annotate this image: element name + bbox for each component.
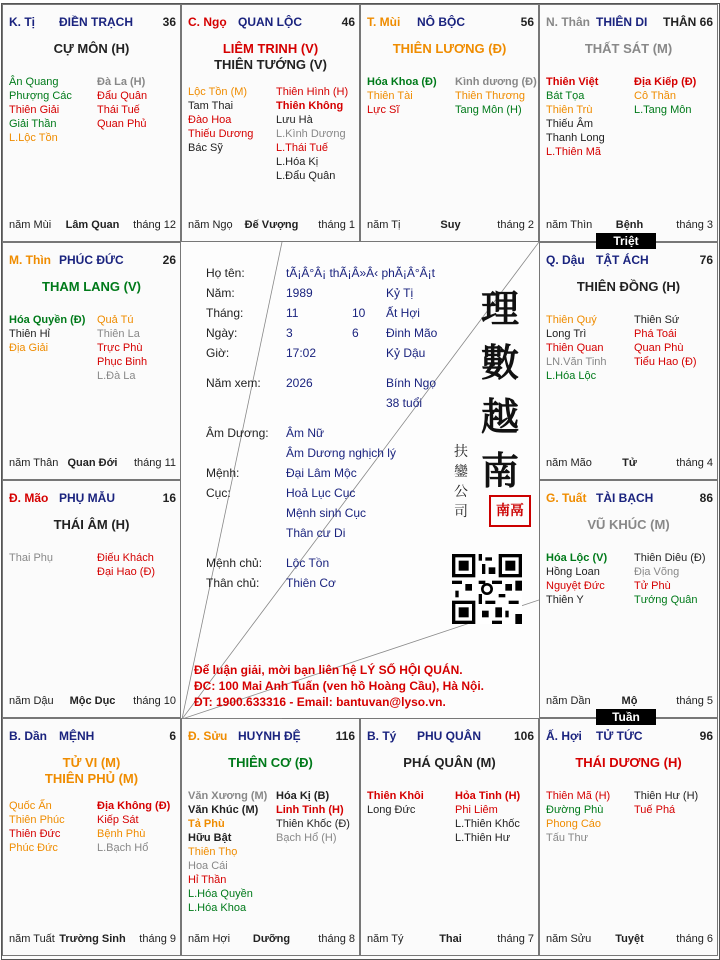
palace-branch: B. Dần [9,729,48,743]
minor-star: Đào Hoa [188,114,232,126]
minor-star: Bệnh Phù [97,828,146,840]
contact-phone-email[interactable]: ĐT: 1900.633316 - Email: bantuvan@lyso.vn. [194,695,446,709]
calli-char-3: 越 [480,394,519,439]
palace-footer [9,219,176,233]
minor-star: Bạch Hổ (H) [276,832,337,844]
minor-star: Quan Phủ [97,118,147,130]
minor-star: Thiên Trù [546,104,593,116]
major-stars [3,517,180,533]
palace-number: 36 [162,15,176,29]
minor-star: Thiên Y [546,594,584,606]
palace-footer [367,933,534,947]
minor-star: Đẩu Quân [97,90,148,102]
major-stars [540,279,717,295]
minor-star: Thiên Tài [367,90,413,102]
major-star: LIÊM TRINH (V) [222,41,319,56]
minor-star: Địa Kiếp (Đ) [634,76,697,88]
brand-small-calligraphy [450,442,472,522]
contact-block [194,662,484,710]
small-char-2: 鑾 [454,464,468,480]
minor-star: L.Thiên Khốc [455,818,520,830]
minor-star: Hồng Loan [546,566,600,578]
age-value: 38 tuổi [386,396,423,410]
small-char-3: 公 [454,484,468,500]
palace-footer [9,457,176,471]
minor-star: Thiên Không [276,100,344,112]
palace-header [546,491,713,505]
minor-star: L.Bạch Hổ [97,842,149,854]
palace-branch: M. Thìn [9,253,51,267]
palace-month: tháng 9 [139,933,176,945]
palace-header [9,253,176,267]
major-star: THIÊN PHỦ (M) [44,771,139,786]
major-star: THÁI ÂM (H) [53,517,130,532]
palace-month: tháng 11 [133,457,176,469]
minor-star: Linh Tinh (H) [276,804,344,816]
year-label: Năm: [206,286,235,300]
hour-label: Giờ: [206,346,230,360]
triet-tag: Triệt [596,233,656,249]
palace-number: 46 [341,15,355,29]
palace-dau[interactable] [539,242,718,480]
palace-header [9,491,176,505]
palace-name: ĐIỀN TRẠCH [59,15,133,29]
palace-stage: Mộ [621,695,638,707]
palace-number: 96 [699,729,713,743]
minor-star: Thiên Mã (H) [546,790,611,802]
minor-star: L.Thiên Hư [455,832,511,844]
menh-value: Đại Lâm Mộc [286,466,357,480]
palace-footer [546,933,713,947]
minor-star: Long Đức [367,804,416,816]
palace-stage: Lâm Quan [65,219,120,231]
palace-hoi[interactable] [539,718,718,956]
palace-branch: B. Tý [367,729,397,743]
minor-star: L.Đà La [97,370,136,382]
minor-star: Phượng Các [9,90,72,102]
minor-star: L.Tang Môn [634,104,692,116]
minor-star: Hữu Bật [188,832,232,844]
palace-header [367,15,534,29]
day-can: Đinh Mão [386,326,438,340]
palace-footer [367,219,534,233]
minor-star: Điếu Khách [97,552,154,564]
palace-stage: Suy [440,219,461,231]
month-label: Tháng: [206,306,244,320]
minor-star: Lực Sĩ [367,104,400,116]
major-star: THIÊN TƯỚNG (V) [214,57,327,72]
minor-star: L.Hóa Lộc [546,370,597,382]
hour-value: 17:02 [286,346,317,360]
minor-star: Thiên Đức [9,828,61,840]
palace-month: tháng 4 [676,457,713,469]
minor-star: Giải Thần [9,118,57,130]
palace-year: năm Tuất [9,933,55,945]
minor-star: Tử Phù [634,580,671,592]
major-star: VŨ KHÚC (M) [587,517,670,532]
palace-number: 6 [169,729,176,743]
palace-month: tháng 8 [318,933,355,945]
palace-year: năm Hợi [188,933,231,945]
minor-star: L.Thiên Mã [546,146,602,158]
qr-code-icon[interactable] [452,554,522,624]
palace-month: tháng 6 [676,933,713,945]
minor-star: Phong Cáo [546,818,602,830]
palace-number: 16 [162,491,176,505]
minor-star: Hóa Kị (B) [276,790,330,802]
menh-chu-label: Mệnh chủ: [206,556,263,570]
palace-name: PHU QUÂN [417,729,482,743]
minor-star: Phá Toái [634,328,677,340]
minor-star: Địa Không (Đ) [97,800,171,812]
menh-label: Mệnh: [206,466,240,480]
minor-star: Thiên Sứ [634,314,680,326]
major-stars [361,41,538,57]
minor-star: Thiếu Âm [546,118,594,130]
major-stars [182,755,359,771]
palace-name: HUYNH ĐỆ [238,729,301,743]
major-stars [3,755,180,787]
minor-star: L.Hóa Khoa [188,902,247,914]
palace-number: 76 [699,253,713,267]
minor-star: Thiên Khôi [367,790,424,802]
palace-header [546,15,713,29]
minor-star: Trực Phù [97,342,143,354]
minor-star: L.Hóa Kị [276,156,319,168]
palace-suu[interactable] [181,718,360,956]
palace-mao[interactable] [2,480,181,718]
day-lunar: 6 [352,326,359,340]
palace-year: năm Mão [546,457,592,469]
minor-star: Thiên Quý [546,314,597,326]
palace-month: tháng 2 [497,219,534,231]
minor-star: L.Lộc Tồn [9,132,58,144]
palace-stage: Thai [439,933,462,945]
palace-month: tháng 7 [497,933,534,945]
minor-star: Thiên Thương [455,90,526,102]
major-star: THAM LANG (V) [42,279,141,294]
palace-header [9,729,176,743]
major-star: CỰ MÔN (H) [53,41,130,56]
calli-char-4: 南 [480,448,519,493]
palace-branch: G. Tuất [546,491,587,505]
palace-stage: Dưỡng [252,933,291,945]
minor-star: Tam Thai [188,100,234,112]
palace-year: năm Thìn [546,219,593,231]
major-stars [540,41,717,57]
palace-year: năm Sửu [546,933,592,945]
palace-footer [188,219,355,233]
month-value: 11 [286,306,299,320]
palace-stage: Quan Đới [67,457,118,469]
major-stars [3,41,180,57]
menh-chu-value: Lộc Tồn [286,556,330,570]
palace-branch: Ấ. Hợi [546,729,582,743]
month-can: Ất Hợi [386,306,420,320]
minor-star: Hóa Lộc (V) [546,552,608,564]
minor-star: Kình dương (Đ) [455,76,537,88]
minor-star: Hỉ Thần [188,874,227,886]
minor-star: Hoa Cái [188,860,228,872]
palace-name: TỬ TỨC [596,729,643,743]
palace-header [546,729,713,743]
year-can: Kỷ Tị [386,286,414,300]
palace-name: PHỤ MẪU [59,491,115,505]
minor-star: Thiên Giải [9,104,60,116]
small-char-4: 司 [454,504,468,520]
cuc-relation: Mệnh sinh Cục [286,506,367,520]
cuc-value: Hoả Lục Cục [286,486,356,500]
palace-footer [9,933,176,947]
palace-name: QUAN LỘC [238,15,302,29]
day-value: 3 [286,326,293,340]
am-duong-value: Âm Nữ [286,426,325,440]
minor-star: Phục Binh [97,356,148,368]
minor-star: Thiên Diêu (Đ) [634,552,706,564]
minor-star: Tuế Phá [634,804,676,816]
palace-tuat[interactable] [539,480,718,718]
minor-star: Quan Phù [634,342,684,354]
minor-star: Nguyệt Đức [546,580,605,592]
palace-name: NÔ BỘC [417,15,465,29]
minor-star: Cô Thần [634,90,676,102]
minor-star: Thiên Hư (H) [634,790,699,802]
palace-footer [9,695,176,709]
minor-star: Phúc Đức [9,842,58,854]
palace-month: tháng 1 [318,219,355,231]
palace-name: TẬT ÁCH [596,253,649,267]
minor-star: Ân Quang [9,76,59,88]
minor-star: Thanh Long [546,132,605,144]
than-chu-value: Thiên Cơ [286,576,336,590]
palace-thin[interactable] [2,242,181,480]
palace-header [188,15,355,29]
view-year-label: Năm xem: [206,376,261,390]
minor-star: Thiên Thọ [188,846,238,858]
palace-name: PHÚC ĐỨC [59,253,124,267]
palace-header [546,253,713,267]
major-star: THIÊN LƯƠNG (Đ) [392,41,507,56]
minor-star: Tả Phù [188,818,225,830]
palace-footer [188,933,355,947]
palace-number: 116 [335,729,355,743]
year-value: 1989 [286,286,313,300]
palace-branch: C. Ngọ [188,15,227,29]
minor-star: Quốc Ấn [9,800,52,812]
palace-year: năm Tị [367,219,401,231]
tuan-tag: Tuần [596,709,656,725]
palace-year: năm Thân [9,457,59,469]
small-char-1: 扶 [454,444,468,460]
minor-star: Thiên Hỉ [9,328,50,340]
minor-star: Tang Môn (H) [455,104,522,116]
minor-star: Đại Hao (Đ) [97,566,156,578]
month-lunar: 10 [352,306,366,320]
palace-than[interactable] [539,4,718,242]
than-cu: Thân cư Di [286,526,346,540]
minor-star: L.Hóa Quyền [188,888,253,900]
minor-star: Kiếp Sát [97,814,139,826]
palace-year: năm Ngọ [188,219,233,231]
major-star: THIÊN CƠ (Đ) [228,755,313,770]
palace-header [188,729,355,743]
calli-char-2: 數 [480,340,519,385]
minor-star: Đà La (H) [97,76,146,88]
minor-star: Bát Tọa [546,90,585,102]
palace-stage: Mộc Dục [69,695,116,707]
minor-star: Lưu Hà [276,114,313,126]
contact-line-1: Để luận giải, mời bạn liên hệ LÝ SỐ HỘI QUÁN. [194,663,463,677]
brand-calligraphy [470,282,530,498]
major-star: THẤT SÁT (M) [584,41,673,56]
minor-star: Long Trì [546,328,587,340]
palace-number: 106 [513,729,534,743]
minor-star: Bác Sỹ [188,142,223,154]
major-stars [540,755,717,771]
minor-star: Tướng Quân [634,594,698,606]
day-label: Ngày: [206,326,238,340]
minor-star: Thiên Phúc [9,814,65,826]
palace-number: 56 [520,15,534,29]
red-seal: 南鬲 [489,495,531,527]
palace-branch: Đ. Sửu [188,729,228,743]
minor-star: Thái Tuế [97,104,140,116]
minor-star: Thai Phụ [9,552,54,564]
major-stars [182,41,359,73]
palace-mui[interactable] [360,4,539,242]
palace-ty[interactable] [2,4,181,242]
minor-star: Văn Xương (M) [188,790,268,802]
minor-star: Thiên La [97,328,140,340]
palace-month: tháng 5 [676,695,713,707]
major-stars [3,279,180,295]
name-value: tÃ¡Â°Â¡ thÃ¡Â»Â‹ phÃ¡Â°Â¡t [286,266,435,280]
minor-star: Thiên Khốc (Đ) [276,818,350,830]
palace-number: 86 [699,491,713,505]
palace-month: tháng 10 [133,695,176,707]
palace-stage: Tuyệt [615,933,644,945]
minor-star: Hóa Quyền (Đ) [9,314,86,326]
palace-branch: N. Thân [546,15,590,29]
major-star: PHÁ QUÂN (M) [403,755,496,770]
palace-dan[interactable] [2,718,181,956]
minor-star: Quả Tú [97,314,134,326]
palace-footer [546,695,713,709]
palace-year: năm Dần [546,695,591,707]
palace-year: năm Dậu [9,695,54,707]
name-label: Họ tên: [206,266,245,280]
than-chu-label: Thân chủ: [206,576,260,590]
view-year-value: 2026 [286,376,313,390]
minor-star: Phi Liêm [455,804,498,816]
palace-month: tháng 3 [676,219,713,231]
hour-can: Kỷ Dậu [386,346,426,360]
calli-char-1: 理 [480,286,519,331]
palace-branch: K. Tị [9,15,35,29]
minor-star: LN.Văn Tinh [546,356,607,368]
minor-star: Hóa Khoa (Đ) [367,76,437,88]
minor-star: L.Kình Dương [276,128,346,140]
contact-address: ĐC: 100 Mai Anh Tuấn (ven hồ Hoàng Cầu), Hà Nội. [194,679,485,693]
view-year-can: Bính Ngọ [386,376,437,390]
minor-star: L.Đẩu Quân [276,170,336,182]
minor-star: L.Thái Tuế [276,142,328,154]
horoscope-chart [1,3,720,960]
palace-branch: Q. Dậu [546,253,585,267]
palace-header [9,15,176,29]
minor-star: Thiên Việt [546,76,599,88]
palace-stage: Bệnh [615,219,644,231]
major-stars [361,755,538,771]
palace-footer [546,219,713,233]
minor-star: Địa Võng [634,566,680,578]
palace-stage: Đế Vượng [244,219,299,231]
palace-name: THIÊN DI [596,15,648,29]
palace-ngo[interactable] [181,4,360,242]
am-duong-label: Âm Dương: [206,426,269,440]
palace-year: năm Mùi [9,219,52,231]
cuc-label: Cục: [206,486,231,500]
major-stars [540,517,717,533]
palace-ty2[interactable] [360,718,539,956]
minor-star: Thiên Quan [546,342,604,354]
palace-header [367,729,534,743]
center-panel [182,242,539,719]
major-star: THIÊN ĐỒNG (H) [576,279,681,294]
palace-branch: Đ. Mão [9,491,49,505]
minor-star: Lộc Tồn (M) [188,86,248,98]
minor-star: Tiểu Hao (Đ) [634,356,697,368]
major-star: TỬ VI (M) [62,755,121,770]
minor-star: Thiếu Dương [188,128,254,140]
palace-name: TÀI BẠCH [596,491,654,505]
palace-branch: T. Mùi [367,15,401,29]
minor-star: Văn Khúc (M) [188,804,259,816]
minor-star: Thiên Hình (H) [276,86,349,98]
minor-star: Tấu Thư [546,832,589,844]
palace-month: tháng 12 [133,219,176,231]
palace-stage: Tử [622,457,637,469]
palace-number: 26 [162,253,176,267]
palace-number: THÂN 66 [662,15,713,29]
minor-star: Địa Giải [9,342,49,354]
minor-star: Đường Phù [546,804,604,816]
palace-stage: Trường Sinh [59,933,126,945]
palace-footer [546,457,713,471]
am-duong-note: Âm Dương nghịch lý [286,446,396,460]
major-star: THÁI DƯƠNG (H) [575,755,682,770]
palace-year: năm Tý [367,933,404,945]
palace-name: MỆNH [59,729,95,743]
minor-star: Hỏa Tinh (H) [455,790,521,802]
